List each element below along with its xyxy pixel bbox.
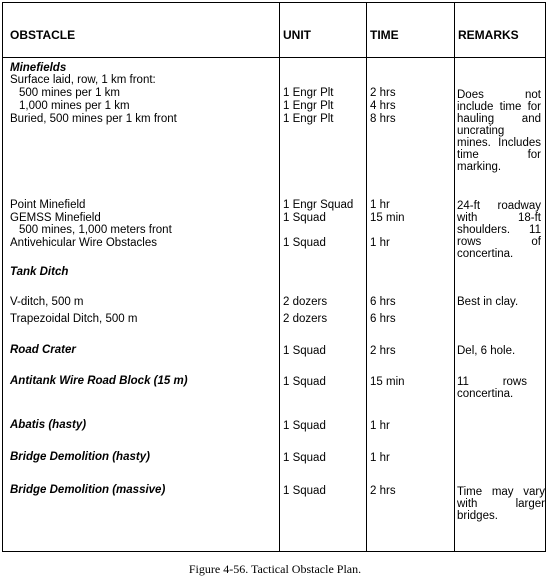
header-remarks: REMARKS — [458, 28, 519, 42]
time-bridge-hasty: 1 hr — [370, 452, 390, 464]
unit-antitank-wire: 1 Squad — [283, 376, 326, 388]
remarks-minefields: Does not include time for hauling and uncrating mines. Includes time for marking. — [457, 89, 541, 173]
obstacle-v-ditch: V-ditch, 500 m — [10, 296, 84, 308]
time-buried: 8 hrs — [370, 113, 396, 125]
unit-500-mines: 1 Engr Plt — [283, 87, 334, 99]
time-v-ditch: 6 hrs — [370, 296, 396, 308]
section-antitank-wire: Antitank Wire Road Block (15 m) — [10, 375, 188, 387]
time-antivehicular-wire: 1 hr — [370, 237, 390, 249]
time-abatis: 1 hr — [370, 420, 390, 432]
remarks-point-minefield: 24-ft roadway with 18-ft shoulders. 11 rows of concertina. — [457, 200, 541, 260]
header-divider — [3, 57, 545, 58]
unit-trapezoidal-ditch: 2 dozers — [283, 313, 328, 325]
column-divider — [366, 3, 367, 551]
section-abatis: Abatis (hasty) — [10, 419, 87, 431]
unit-road-crater: 1 Squad — [283, 345, 326, 357]
section-minefields: Minefields — [10, 62, 67, 74]
remarks-bridge-massive: Time may vary with larger bridges. — [457, 486, 545, 522]
column-divider — [454, 3, 455, 551]
obstacle-gemss-detail: 500 mines, 1,000 meters front — [19, 224, 172, 236]
obstacle-point-minefield: Point Minefield — [10, 199, 86, 211]
obstacle-gemss: GEMSS Minefield — [10, 212, 101, 224]
time-antitank-wire: 15 min — [370, 376, 405, 388]
unit-v-ditch: 2 dozers — [283, 296, 328, 308]
column-divider — [279, 3, 280, 551]
figure-caption: Figure 4-56. Tactical Obstacle Plan. — [188, 562, 362, 576]
obstacle-trapezoidal-ditch: Trapezoidal Ditch, 500 m — [10, 313, 138, 325]
section-bridge-hasty: Bridge Demolition (hasty) — [10, 451, 150, 463]
unit-buried: 1 Engr Plt — [283, 113, 334, 125]
time-road-crater: 2 hrs — [370, 345, 396, 357]
obstacle-surface-laid: Surface laid, row, 1 km front: — [10, 74, 156, 86]
obstacle-500-mines: 500 mines per 1 km — [19, 87, 120, 99]
section-bridge-massive: Bridge Demolition (massive) — [10, 484, 166, 496]
unit-bridge-massive: 1 Squad — [283, 485, 326, 497]
time-trapezoidal-ditch: 6 hrs — [370, 313, 396, 325]
unit-1000-mines: 1 Engr Plt — [283, 100, 334, 112]
time-1000-mines: 4 hrs — [370, 100, 396, 112]
obstacle-1000-mines: 1,000 mines per 1 km — [19, 100, 130, 112]
section-road-crater: Road Crater — [10, 344, 76, 356]
unit-gemss: 1 Squad — [283, 212, 326, 224]
unit-antivehicular-wire: 1 Squad — [283, 237, 326, 249]
unit-bridge-hasty: 1 Squad — [283, 452, 326, 464]
header-time: TIME — [370, 28, 399, 42]
header-unit: UNIT — [283, 28, 311, 42]
remarks-v-ditch: Best in clay. — [457, 296, 519, 308]
time-point-minefield: 1 hr — [370, 199, 390, 211]
remarks-antitank-wire: 11 rows concertina. — [457, 376, 527, 400]
time-bridge-massive: 2 hrs — [370, 485, 396, 497]
obstacle-buried: Buried, 500 mines per 1 km front — [10, 113, 177, 125]
time-gemss: 15 min — [370, 212, 405, 224]
header-obstacle: OBSTACLE — [10, 28, 76, 42]
unit-point-minefield: 1 Engr Squad — [283, 199, 354, 211]
unit-abatis: 1 Squad — [283, 420, 326, 432]
section-tank-ditch: Tank Ditch — [10, 266, 69, 278]
obstacle-antivehicular-wire: Antivehicular Wire Obstacles — [10, 237, 157, 249]
remarks-road-crater: Del, 6 hole. — [457, 345, 516, 357]
time-500-mines: 2 hrs — [370, 87, 396, 99]
